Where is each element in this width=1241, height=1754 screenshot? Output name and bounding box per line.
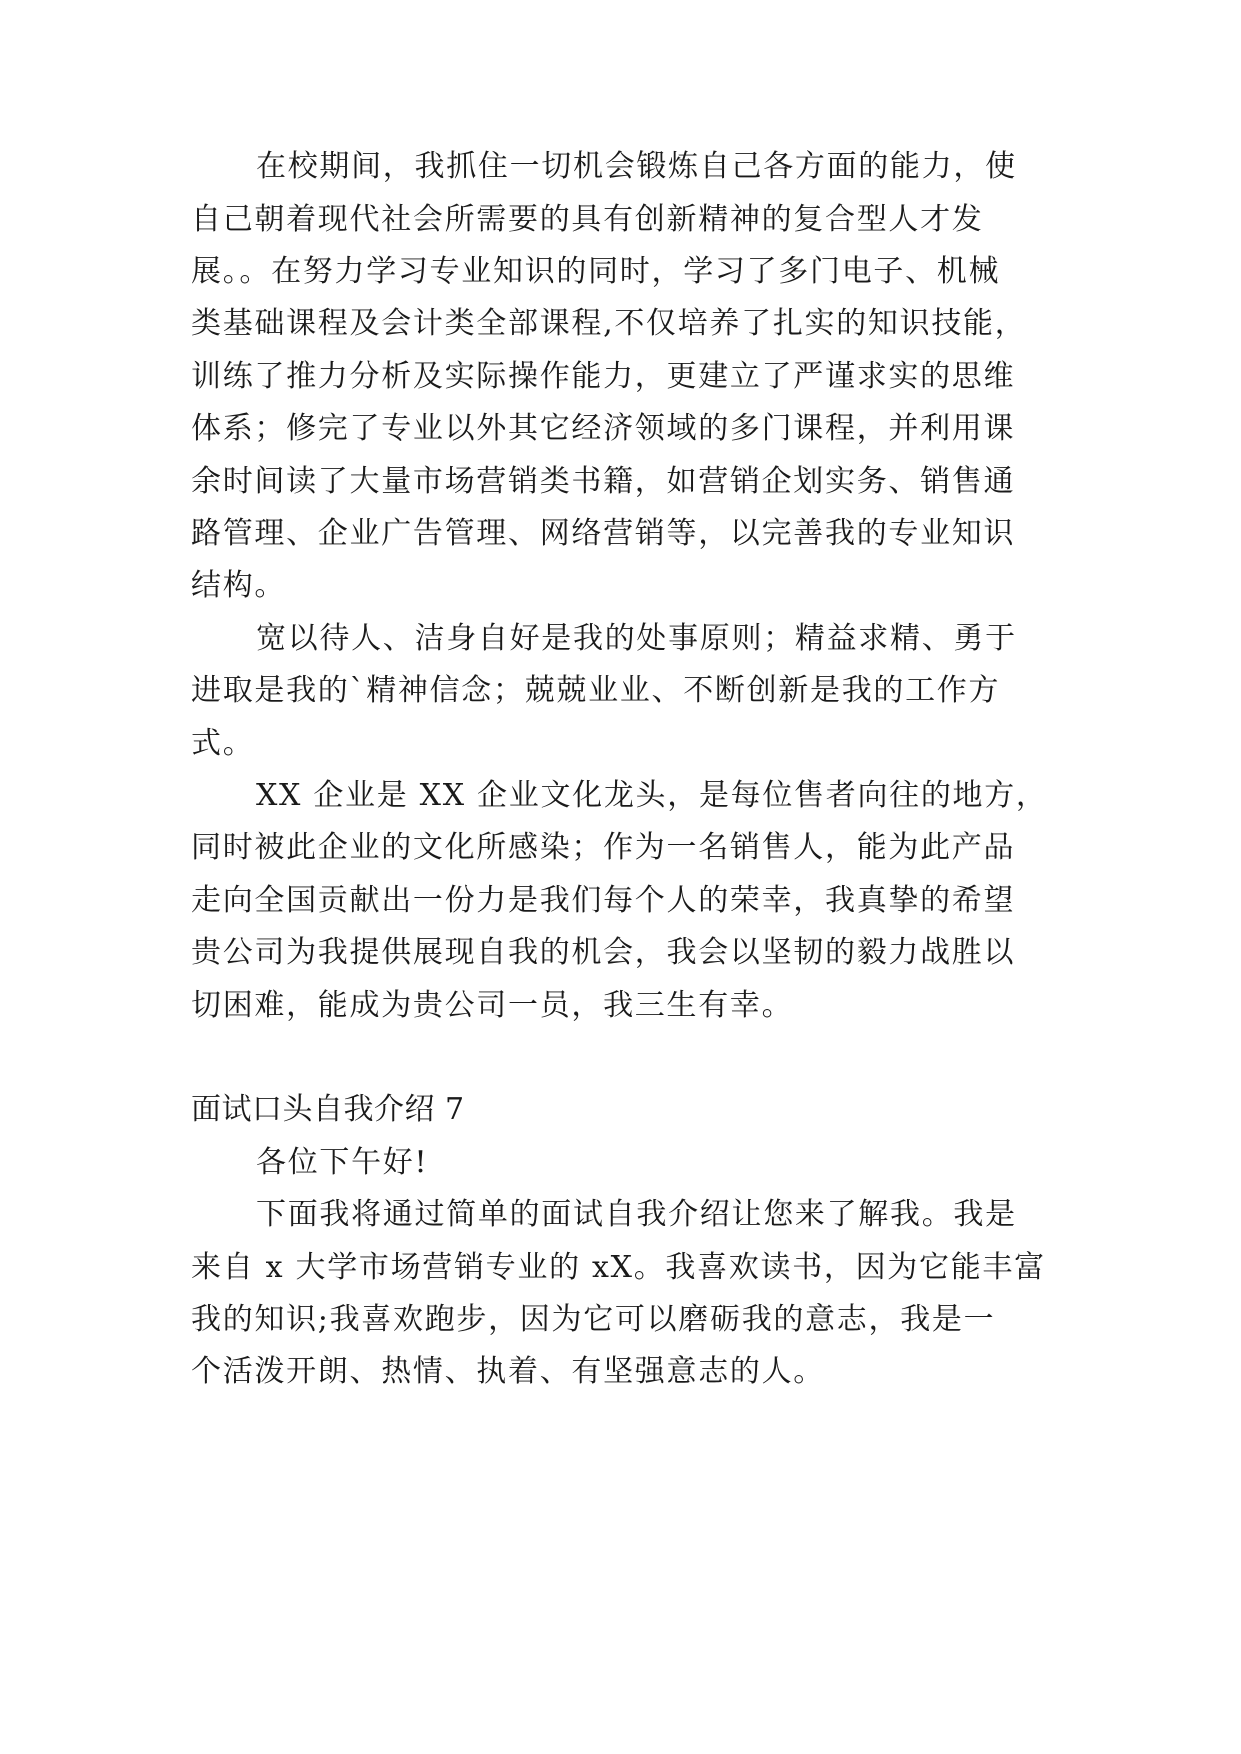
paragraph-line: 类基础课程及会计类全部课程,不仅培养了扎实的知识技能， [191,306,1027,341]
paragraph-line: 进取是我的`精神信念；兢兢业业、不断创新是我的工作方 [191,673,1001,708]
paragraph-line: 下面我将通过简单的面试自我介绍让您来了解我。我是 [256,1197,1017,1232]
paragraph-line: 同时被此企业的文化所感染；作为一名销售人，能为此产品 [191,830,1016,865]
paragraph-line: 体系；修完了专业以外其它经济领域的多门课程，并利用课 [191,411,1016,446]
paragraph-line: 在校期间，我抓住一切机会锻炼自己各方面的能力，使 [256,149,1017,184]
paragraph-line: 切困难，能成为贵公司一员，我三生有幸。 [191,988,794,1023]
paragraph-line: XX 企业是 XX 企业文化龙头，是每位售者向往的地方， [256,778,1048,813]
paragraph-line: 式。 [191,726,255,761]
paragraph-line: 个活泼开朗、热情、执着、有坚强意志的人。 [191,1354,825,1389]
paragraph-line: 路管理、企业广告管理、网络营销等，以完善我的专业知识 [191,516,1016,551]
paragraph-line: 结构。 [191,568,287,603]
paragraph-line: 来自 x 大学市场营销专业的 xX。我喜欢读书，因为它能丰富 [191,1250,1046,1285]
paragraph-line: 宽以待人、洁身自好是我的处事原则；精益求精、勇于 [256,621,1017,656]
paragraph-line: 贵公司为我提供展现自我的机会，我会以坚韧的毅力战胜以 [191,935,1016,970]
paragraph-line: 训练了推力分析及实际操作能力，更建立了严谨求实的思维 [191,359,1016,394]
paragraph-line: 走向全国贡献出一份力是我们每个人的荣幸，我真挚的希望 [191,883,1016,918]
paragraph-line: 余时间读了大量市场营销类书籍，如营销企划实务、销售通 [191,464,1016,499]
greeting: 各位下午好! [256,1145,429,1180]
paragraph-line: 自己朝着现代社会所需要的具有创新精神的复合型人才发 [191,202,984,237]
paragraph-line: 展。。在努力学习专业知识的同时，学习了多门电子、机械 [191,254,1001,289]
section-title: 面试口头自我介绍 7 [191,1092,465,1127]
paragraph-line: 我的知识;我喜欢跑步，因为它可以磨砺我的意志，我是一 [191,1302,996,1337]
